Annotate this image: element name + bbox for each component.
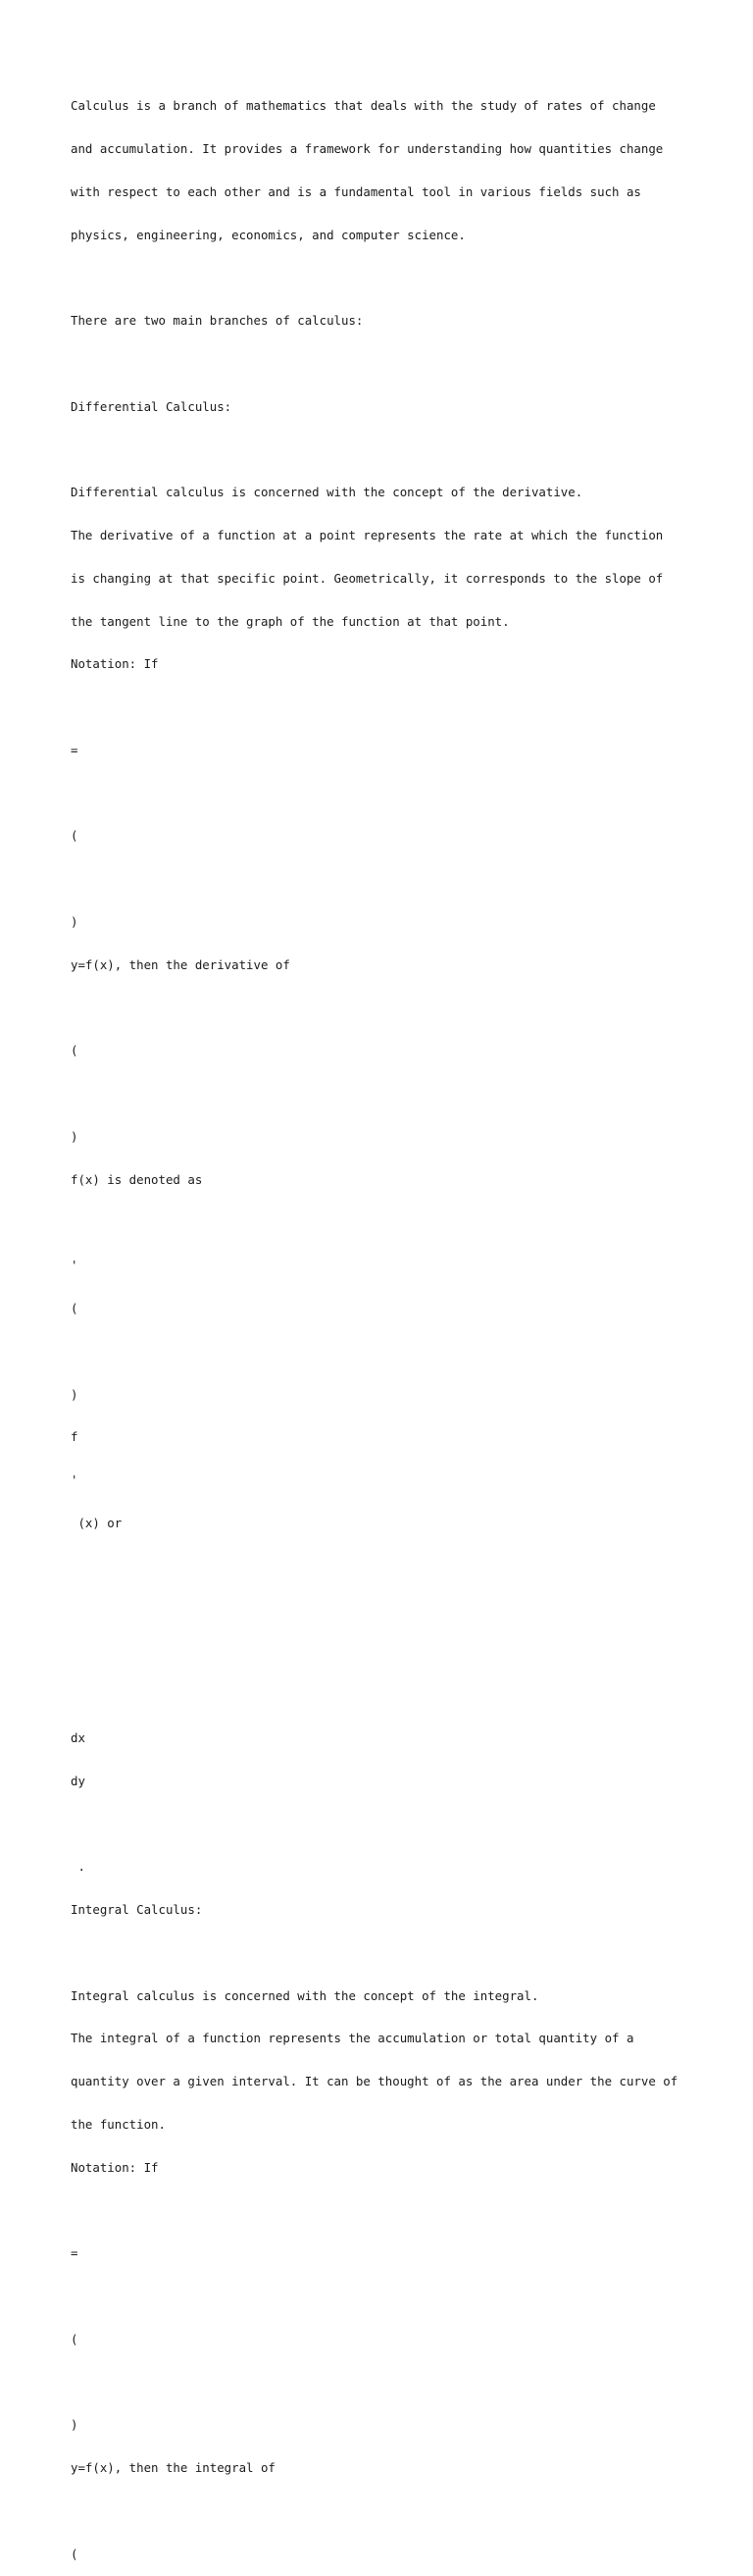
- text-line: [71, 1560, 698, 1574]
- text-line: [71, 1345, 698, 1360]
- text-line: The integral of a function represents the accumulation or total quantity of a: [71, 2031, 634, 2046]
- document-body: [71, 71, 698, 2576]
- section-heading: Integral Calculus:: [71, 1902, 203, 1917]
- text-line: the function.: [71, 2116, 166, 2132]
- text-line: (: [71, 1301, 78, 1316]
- text-line: f: [71, 1429, 78, 1445]
- text-line: Notation: If: [71, 2159, 159, 2175]
- text-line: [71, 2290, 698, 2304]
- text-line: f(x) is denoted as: [71, 1171, 203, 1187]
- text-line: ': [71, 1472, 78, 1488]
- text-line: Calculus is a branch of mathematics that deals with the study of rates of change: [71, 98, 656, 114]
- text-line: [71, 1817, 698, 1831]
- text-line: [71, 442, 698, 457]
- text-line: y=f(x), then the integral of: [71, 2460, 276, 2476]
- text-line: [71, 1645, 698, 1660]
- text-line: Notation: If: [71, 656, 159, 672]
- text-line: (: [71, 2331, 78, 2346]
- text-line: The derivative of a function at a point represents the rate at which the function: [71, 528, 664, 542]
- text-line: dy: [71, 1773, 85, 1788]
- text-line: (: [71, 828, 78, 844]
- text-line: [71, 2376, 698, 2391]
- text-line: and accumulation. It provides a framework for understanding how quantities change: [71, 140, 664, 156]
- text-line: ): [71, 1128, 78, 1144]
- text-line: There are two main branches of calculus:: [71, 313, 364, 329]
- text-line: [71, 1002, 698, 1016]
- text-line: ): [71, 2417, 78, 2433]
- text-line: =: [71, 2245, 78, 2261]
- text-line: ': [71, 1258, 78, 1273]
- text-line: Integral calculus is concerned with the concept of the integral.: [71, 1987, 539, 2003]
- section-heading: Differential Calculus:: [71, 398, 232, 414]
- text-line: (x) or: [71, 1515, 123, 1530]
- text-line: y=f(x), then the derivative of: [71, 956, 290, 972]
- text-line: Differential calculus is concerned with the concept of the derivative.: [71, 485, 583, 500]
- text-line: [71, 2504, 698, 2519]
- text-line: physics, engineering, economics, and computer science.: [71, 227, 466, 242]
- text-line: ): [71, 914, 78, 930]
- text-line: (: [71, 2546, 78, 2561]
- text-line: is changing at that specific point. Geometrically, it corresponds to the slope of: [71, 570, 664, 586]
- text-line: [71, 787, 698, 801]
- text-line: [71, 1688, 698, 1703]
- text-line: ): [71, 1386, 78, 1402]
- text-line: [71, 357, 698, 372]
- text-line: [71, 1603, 698, 1618]
- text-line: quantity over a given interval. It can be thought of as the area under the curve of: [71, 2074, 678, 2089]
- text-line: [71, 271, 698, 285]
- text-line: [71, 872, 698, 887]
- text-line: (: [71, 1043, 78, 1058]
- text-line: [71, 1216, 698, 1231]
- text-line: [71, 1087, 698, 1102]
- text-line: [71, 2203, 698, 2218]
- text-line: .: [71, 1859, 85, 1875]
- text-line: [71, 1946, 698, 1961]
- text-line: dx: [71, 1729, 85, 1745]
- text-line: with respect to each other and is a fundamental tool in various fields such as: [71, 183, 641, 199]
- text-line: =: [71, 742, 78, 757]
- text-line: the tangent line to the graph of the function at that point.: [71, 613, 510, 629]
- text-line: [71, 700, 698, 715]
